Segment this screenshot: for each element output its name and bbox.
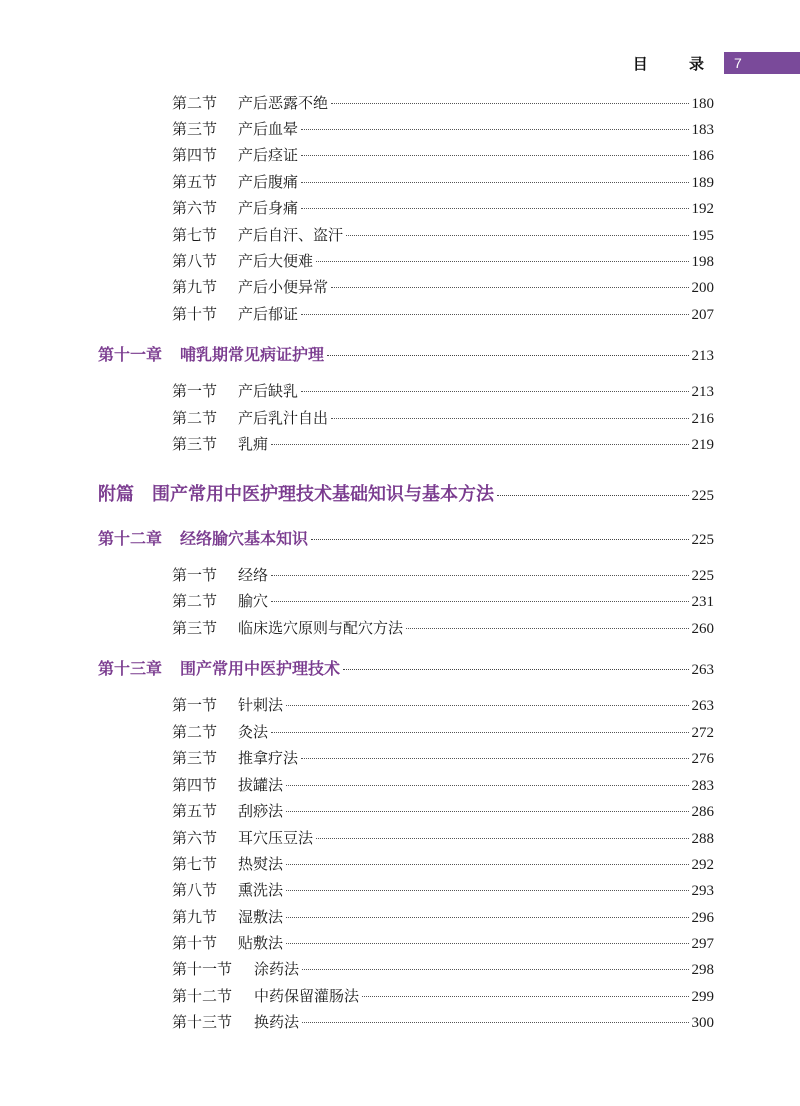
entry-label: 第一节 xyxy=(172,566,218,584)
entry-page-number: 263 xyxy=(691,662,714,678)
entry-page-number: 225 xyxy=(691,532,714,548)
entry-title: 刮痧法 xyxy=(238,802,284,820)
entry-title: 针刺法 xyxy=(238,696,284,714)
entry-label: 第八节 xyxy=(172,881,218,899)
dot-leader xyxy=(302,969,688,970)
toc-section-entry xyxy=(172,721,714,741)
entry-title: 产后缺乳 xyxy=(238,382,299,400)
entry-label: 第二节 xyxy=(172,592,218,610)
entry-title: 热熨法 xyxy=(238,855,284,873)
entry-page-number: 263 xyxy=(691,698,714,714)
entry-page-number: 189 xyxy=(691,175,714,191)
toc-section-entry xyxy=(172,932,714,952)
entry-label: 第十节 xyxy=(172,934,218,952)
entry-page-number: 288 xyxy=(691,831,714,847)
toc-section-entry xyxy=(172,617,714,637)
toc-chapter-entry xyxy=(98,342,714,362)
entry-title: 产后腹痛 xyxy=(238,173,299,191)
toc-section-entry xyxy=(172,118,714,138)
header-title: 目 录 xyxy=(632,54,722,73)
entry-page-number: 299 xyxy=(691,989,714,1005)
dot-leader xyxy=(286,864,688,865)
dot-leader xyxy=(316,838,688,839)
dot-leader xyxy=(286,705,688,706)
entry-page-number: 195 xyxy=(691,228,714,244)
entry-page-number: 183 xyxy=(691,122,714,138)
entry-label: 第四节 xyxy=(172,776,218,794)
entry-title: 围产常用中医护理技术基础知识与基本方法 xyxy=(152,484,494,505)
dot-leader xyxy=(327,355,688,356)
entry-label: 第六节 xyxy=(172,199,218,217)
dot-leader xyxy=(286,890,688,891)
entry-label: 第二节 xyxy=(172,94,218,112)
entry-title: 涂药法 xyxy=(254,960,300,978)
page-header xyxy=(633,52,800,74)
toc-section-entry xyxy=(172,906,714,926)
entry-title: 经络腧穴基本知识 xyxy=(180,529,309,548)
toc-section-entry xyxy=(172,853,714,873)
entry-label: 第十二节 xyxy=(172,987,233,1005)
dot-leader xyxy=(311,539,688,540)
entry-label: 第四节 xyxy=(172,146,218,164)
toc-section-entry xyxy=(172,92,714,112)
entry-page-number: 180 xyxy=(691,96,714,112)
toc-section-entry xyxy=(172,171,714,191)
entry-page-number: 200 xyxy=(691,280,714,296)
entry-title: 推拿疗法 xyxy=(238,749,299,767)
dot-leader xyxy=(301,182,688,183)
dot-leader xyxy=(271,732,688,733)
entry-page-number: 293 xyxy=(691,883,714,899)
entry-page-number: 298 xyxy=(691,962,714,978)
toc-section-entry xyxy=(172,1011,714,1031)
entry-page-number: 283 xyxy=(691,778,714,794)
entry-title: 产后乳汁自出 xyxy=(238,409,329,427)
entry-label: 第三节 xyxy=(172,749,218,767)
dot-leader xyxy=(301,758,688,759)
toc-section-entry xyxy=(172,985,714,1005)
dot-leader xyxy=(301,208,688,209)
entry-label: 第九节 xyxy=(172,278,218,296)
entry-label: 第十三节 xyxy=(172,1013,233,1031)
entry-label: 第十节 xyxy=(172,305,218,323)
entry-title: 经络 xyxy=(238,566,269,584)
entry-label: 第一节 xyxy=(172,696,218,714)
dot-leader xyxy=(346,235,688,236)
entry-title: 灸法 xyxy=(238,723,269,741)
toc-section-entry xyxy=(172,276,714,296)
entry-title: 产后身痛 xyxy=(238,199,299,217)
toc-section-entry xyxy=(172,747,714,767)
entry-label: 第十三章 xyxy=(98,659,163,678)
toc-section-entry xyxy=(172,827,714,847)
entry-title: 产后恶露不绝 xyxy=(238,94,329,112)
entry-page-number: 296 xyxy=(691,910,714,926)
entry-page-number: 231 xyxy=(691,594,714,610)
toc-section-entry xyxy=(172,774,714,794)
entry-label: 第二节 xyxy=(172,723,218,741)
entry-label: 第十二章 xyxy=(98,529,163,548)
entry-label: 第三节 xyxy=(172,120,218,138)
entry-page-number: 213 xyxy=(691,348,714,364)
entry-title: 耳穴压豆法 xyxy=(238,829,314,847)
entry-title: 围产常用中医护理技术 xyxy=(180,659,341,678)
entry-label: 附篇 xyxy=(98,484,134,505)
entry-label: 第十一节 xyxy=(172,960,233,978)
entry-page-number: 300 xyxy=(691,1015,714,1031)
entry-title: 产后大便难 xyxy=(238,252,314,270)
dot-leader xyxy=(301,391,688,392)
entry-title: 产后小便异常 xyxy=(238,278,329,296)
entry-page-number: 213 xyxy=(691,384,714,400)
toc-section-entry xyxy=(172,224,714,244)
dot-leader xyxy=(286,811,688,812)
entry-label: 第八节 xyxy=(172,252,218,270)
dot-leader xyxy=(271,444,688,445)
dot-leader xyxy=(301,155,688,156)
entry-title: 乳痈 xyxy=(238,435,269,453)
entry-title: 临床选穴原则与配穴方法 xyxy=(238,619,404,637)
toc-section-entry xyxy=(172,144,714,164)
entry-label: 第九节 xyxy=(172,908,218,926)
entry-title: 熏洗法 xyxy=(238,881,284,899)
dot-leader xyxy=(271,575,688,576)
entry-label: 第十一章 xyxy=(98,345,163,364)
entry-page-number: 225 xyxy=(691,488,714,504)
toc-section-entry xyxy=(172,197,714,217)
toc-section-entry xyxy=(172,250,714,270)
entry-page-number: 260 xyxy=(691,621,714,637)
entry-title: 中药保留灌肠法 xyxy=(254,987,360,1005)
entry-label: 第二节 xyxy=(172,409,218,427)
entry-page-number: 292 xyxy=(691,857,714,873)
entry-page-number: 192 xyxy=(691,201,714,217)
dot-leader xyxy=(343,669,688,670)
entry-label: 第五节 xyxy=(172,173,218,191)
entry-title: 换药法 xyxy=(254,1013,300,1031)
entry-label: 第三节 xyxy=(172,619,218,637)
dot-leader xyxy=(316,261,688,262)
dot-leader xyxy=(362,996,688,997)
entry-page-number: 286 xyxy=(691,804,714,820)
toc-section-entry xyxy=(172,958,714,978)
entry-label: 第六节 xyxy=(172,829,218,847)
entry-label: 第一节 xyxy=(172,382,218,400)
toc-section-entry xyxy=(172,303,714,323)
entry-title: 腧穴 xyxy=(238,592,269,610)
toc-chapter-entry xyxy=(98,526,714,546)
entry-page-number: 216 xyxy=(691,411,714,427)
entry-label: 第五节 xyxy=(172,802,218,820)
toc-part-entry xyxy=(98,480,714,505)
toc-section-entry xyxy=(172,433,714,453)
toc-section-entry xyxy=(172,564,714,584)
dot-leader xyxy=(301,129,688,130)
toc-section-entry xyxy=(172,800,714,820)
entry-page-number: 276 xyxy=(691,751,714,767)
entry-label: 第七节 xyxy=(172,855,218,873)
dot-leader xyxy=(286,785,688,786)
dot-leader xyxy=(286,943,688,944)
toc-chapter-entry xyxy=(98,656,714,676)
dot-leader xyxy=(286,917,688,918)
entry-page-number: 225 xyxy=(691,568,714,584)
toc-section-entry xyxy=(172,407,714,427)
entry-title: 产后血晕 xyxy=(238,120,299,138)
entry-page-number: 186 xyxy=(691,148,714,164)
entry-label: 第三节 xyxy=(172,435,218,453)
entry-label: 第七节 xyxy=(172,226,218,244)
entry-title: 贴敷法 xyxy=(238,934,284,952)
toc-section-entry xyxy=(172,590,714,610)
dot-leader xyxy=(497,495,689,496)
toc-section-entry xyxy=(172,380,714,400)
dot-leader xyxy=(271,601,688,602)
entry-page-number: 297 xyxy=(691,936,714,952)
dot-leader xyxy=(406,628,688,629)
dot-leader xyxy=(331,287,688,288)
entry-title: 产后郁证 xyxy=(238,305,299,323)
toc-section-entry xyxy=(172,879,714,899)
entry-page-number: 198 xyxy=(691,254,714,270)
entry-page-number: 207 xyxy=(691,307,714,323)
entry-title: 拔罐法 xyxy=(238,776,284,794)
entry-page-number: 219 xyxy=(691,437,714,453)
dot-leader xyxy=(302,1022,688,1023)
dot-leader xyxy=(301,314,688,315)
entry-title: 哺乳期常见病证护理 xyxy=(180,345,325,364)
dot-leader xyxy=(331,103,688,104)
dot-leader xyxy=(331,418,688,419)
entry-title: 湿敷法 xyxy=(238,908,284,926)
toc-section-entry xyxy=(172,694,714,714)
entry-title: 产后痉证 xyxy=(238,146,299,164)
entry-page-number: 272 xyxy=(691,725,714,741)
page-number-tab: 7 xyxy=(724,52,800,74)
entry-title: 产后自汗、盗汗 xyxy=(238,226,344,244)
